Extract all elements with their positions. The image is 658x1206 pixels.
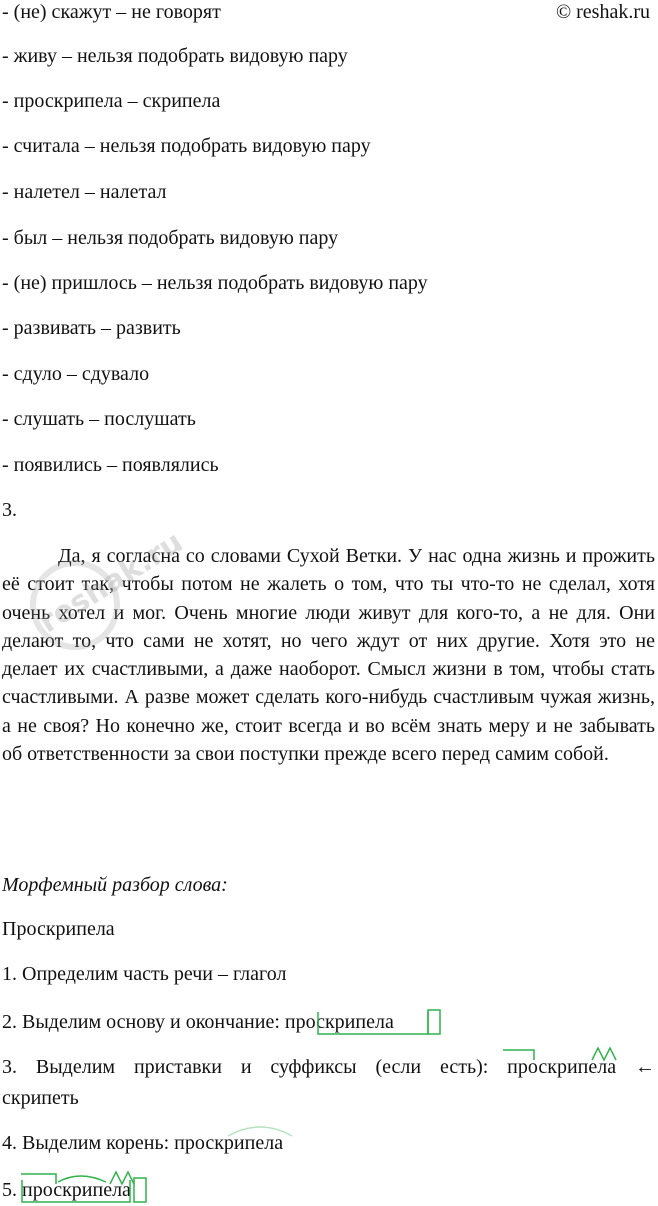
list-item: - сдуло – сдувало (2, 363, 150, 385)
list-item: - слушать – послушать (2, 408, 196, 430)
reshak-watermark: © reshak.ru (555, 1, 650, 23)
prefix-suffix-marks (500, 1042, 630, 1062)
root-arc-mark (220, 1120, 300, 1140)
list-item: - был – нельзя подобрать видовую пару (2, 227, 339, 249)
morph-step-1: 1. Определим часть речи – глагол (2, 963, 287, 985)
list-item: - считала – нельзя подобрать видовую пару (2, 135, 371, 157)
step3-word: проскрипела (507, 1056, 617, 1078)
left-arrow-icon: ← (635, 1056, 655, 1078)
step4-label: 4. Выделим корень: (2, 1132, 175, 1154)
essay-paragraph: Да, я согласна со словами Сухой Ветки. У нас одна жизнь и прожить её стоит так, чтобы потом не жалеть о том, что ты что-то не сделал, хотя очень хотел и мог. Очень многие люди живут для кого-то, а не для. Они делают то, что сами не хотят, но чего ждут от них другие. Хотя это не делает их счастливыми, а даже наоборот. Смысл жизни в том, чтобы стать счастливыми. А разве может сделать кого-нибудь счастливым чужая жизнь, а не своя? Но конечно же, стоит всегда и во всём знать меру и не забывать об ответственности за свои поступки прежде всего перед самим собой. (2, 545, 655, 766)
full-morph-marks (18, 1164, 150, 1204)
stem-ending-marks (316, 1004, 444, 1038)
step5-label: 5. (2, 1179, 22, 1201)
step3-label: 3. Выделим приставки и суффиксы (если есть): (2, 1056, 508, 1078)
step4-word: проскрипела (174, 1132, 284, 1154)
list-item: - живу – нельзя подобрать видовую пару (2, 45, 348, 67)
step2-label: 2. Выделим основу и окончание: (2, 1011, 285, 1033)
step2-word: проскрипела (284, 1011, 394, 1033)
morph-heading: Морфемный разбор слова: (2, 874, 228, 896)
list-item: - появились – появлялись (2, 454, 219, 476)
list-item: - (не) скажут – не говорят (2, 1, 221, 23)
morph-step-3-cont: скрипеть (2, 1087, 79, 1109)
list-item: - (не) пришлось – нельзя подобрать видовую пару (2, 272, 428, 294)
list-item: - развивать – развить (2, 317, 181, 339)
section-number: 3. (2, 499, 17, 521)
morph-word: Проскрипела (2, 918, 115, 940)
list-item: - проскрипела – скрипела (2, 90, 221, 112)
list-item: - налетел – налетал (2, 181, 167, 203)
step5-word: проскрипела (22, 1179, 131, 1201)
reshak-logo-text: reshak.ru (33, 524, 190, 641)
